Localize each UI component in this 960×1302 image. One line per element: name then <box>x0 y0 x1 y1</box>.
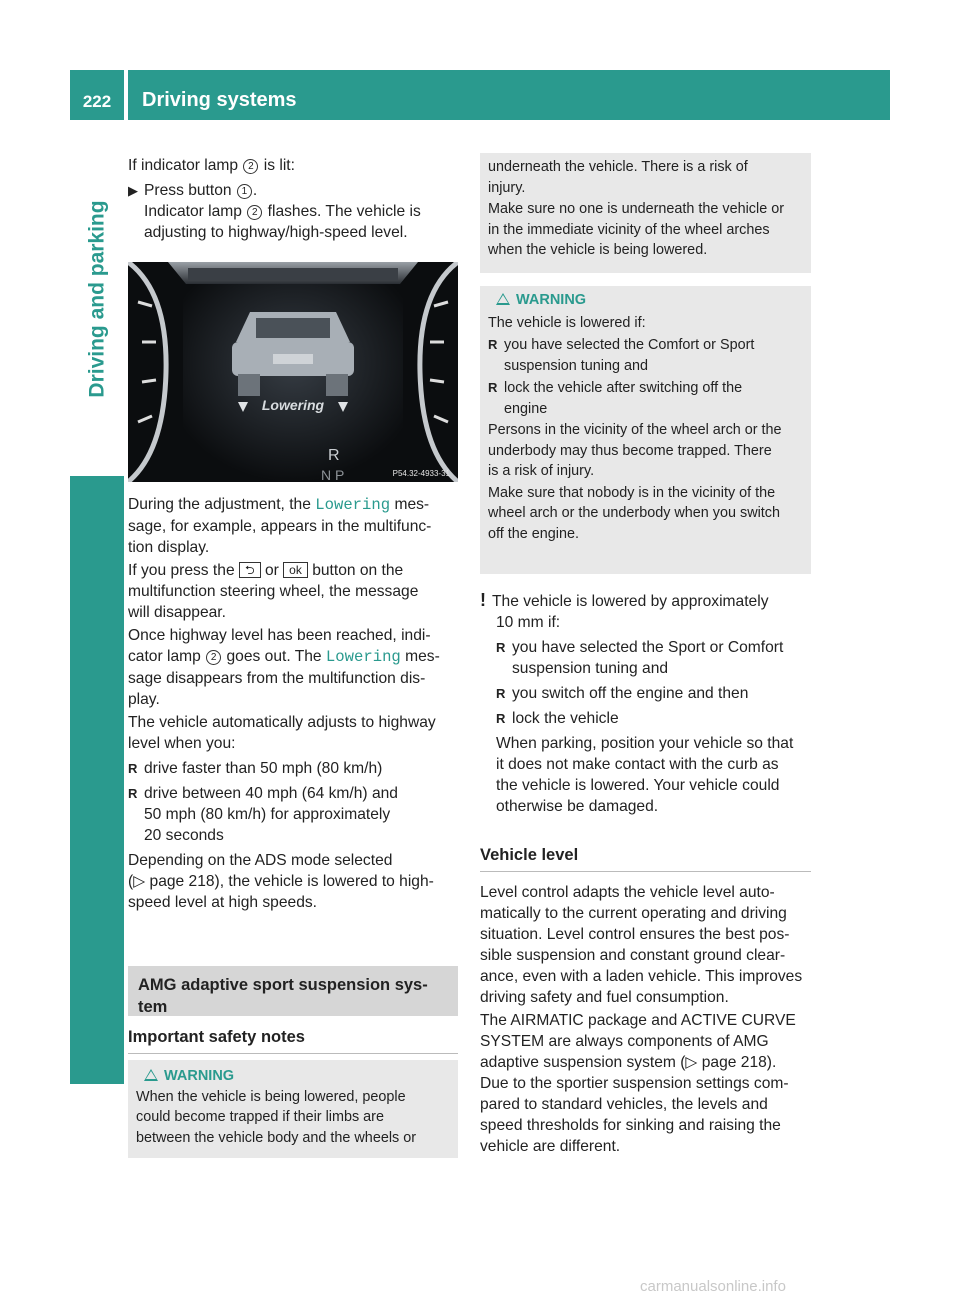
chapter-title: Driving systems <box>128 70 890 120</box>
section-heading: AMG adaptive sport suspension sys- tem <box>128 966 458 1016</box>
ok-button-icon: ok <box>283 562 308 578</box>
side-tab <box>70 124 124 1084</box>
left-body: During the adjustment, the Lowering mes- sage, for example, appears in the multifunc- tion display. If you press the ⮌ or ok button on the multifunction steering wheel, the message will disappear. Once highway level has been reached, indi- cator lamp 2 goes out. The Lowering mes- sage disappears from the multifunction dis- play. The vehicle automatically adjusts to highway level when you: R drive faster than 50 mph (80 km/h) R drive between 40 mph (64 km/h) and 50 mph (80 km/h) for approximately 20 seconds Depending on the ADS mode selected (▷ page 218), the vehicle is lowered to high- speed level at high speeds. <box>128 494 460 913</box>
vehicle-level-heading: Vehicle level <box>480 845 811 872</box>
list-item: R you have selected the Comfort or Sport <box>488 335 803 356</box>
image-code: P54.32-4933-31 <box>392 469 450 478</box>
display-lowering-text: Lowering <box>261 397 325 413</box>
list-item: R you have selected the Sport or Comfort <box>496 637 812 658</box>
back-button-icon: ⮌ <box>239 562 261 578</box>
warning-box-1: WARNING When the vehicle is being lowered, people could become trapped if their limbs are between the vehicle body and the wheels or <box>128 1060 458 1158</box>
subsection-heading: Important safety notes <box>128 1027 458 1054</box>
display-gear-n: N <box>321 467 332 482</box>
notice-icon: ! <box>480 590 486 610</box>
callout-1: 1 <box>237 184 252 199</box>
list-item: R drive between 40 mph (64 km/h) and <box>128 783 460 804</box>
step-arrow-icon: ▶ <box>128 183 138 198</box>
notice-block: ! The vehicle is lowered by approximately 10 mm if: R you have selected the Sport or Comfort suspension tuning and R you switch off the engine and then R lock the vehicle When parking, position your vehicle so that it does not make contact with the curb as the vehicle is lowered. Your vehicle could otherwise be damaged. <box>480 590 812 817</box>
vehicle-level-body: Level control adapts the vehicle level auto- matically to the current operating and driving situation. Level control ensures the best pos- sible suspension and constant ground clear- ance, even with a laden vehicle. This improves driving safety and fuel consumption. The AIRMATIC package and ACTIVE CURVE SYSTEM are always components of AMG adaptive suspension system (▷ page 218). Due to the sportier suspension settings com- pared to standard vehicles, the levels and speed thresholds for sinking and raising the vehicle are different. <box>480 884 803 1155</box>
callout-2: 2 <box>243 159 258 174</box>
side-tab-label: Driving and parking <box>85 200 109 398</box>
list-item: R lock the vehicle after switching off the <box>488 378 803 399</box>
warning-icon <box>144 1069 158 1081</box>
warning-box-1-continued: underneath the vehicle. There is a risk of injury. Make sure no one is underneath the vehicle or in the immediate vicinity of the wheel arches when the vehicle is being lowered. <box>480 153 811 273</box>
display-gear-p: P <box>335 467 345 482</box>
list-item: R drive faster than 50 mph (80 km/h) <box>128 758 460 779</box>
list-item: R you switch off the engine and then <box>496 683 812 704</box>
list-item: R lock the vehicle <box>496 708 812 729</box>
side-tab-block <box>70 476 124 1084</box>
warning-box-2: WARNING The vehicle is lowered if: R you have selected the Comfort or Sport suspension tuning and R lock the vehicle after switching off the engine Persons in the vicinity of the wheel arch or the underbody may thus become trapped. There is a risk of injury. Make sure that nobody is in the vicinity of the wheel arch or the underbody when you switch off the engine. <box>480 286 811 574</box>
left-intro: If indicator lamp 2 is lit: ▶ Press button 1 . Indicator lamp 2 flashes. The vehicle is adjusting to highway/high-speed level. <box>128 157 421 241</box>
watermark: carmanualsonline.info <box>640 1278 786 1295</box>
display-gear-r: R <box>328 447 340 464</box>
page-number: 222 <box>70 70 124 120</box>
warning-icon <box>496 293 510 305</box>
instrument-cluster-image <box>128 262 458 482</box>
